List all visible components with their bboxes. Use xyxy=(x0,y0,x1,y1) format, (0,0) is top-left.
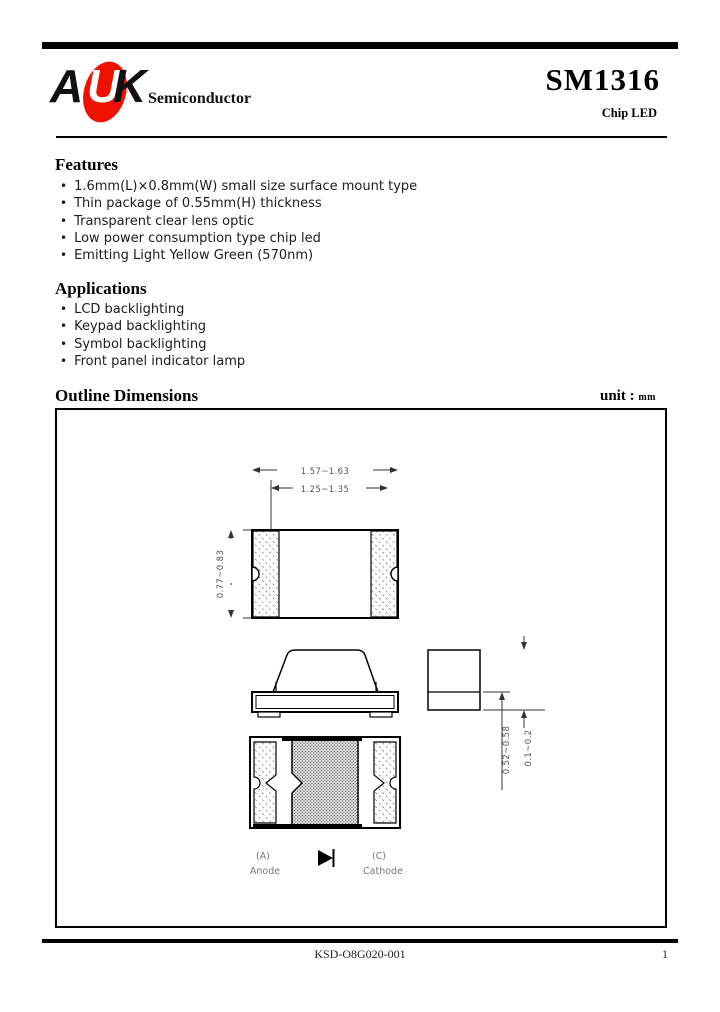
anode-symbol: (A) xyxy=(256,851,270,862)
logo-company-name: Semiconductor xyxy=(148,90,252,107)
auk-logo-letter-k: K xyxy=(113,60,147,112)
application-item: • Symbol backlighting xyxy=(60,336,245,353)
auk-logo-letter-a: A xyxy=(50,60,84,112)
diode-symbol-icon xyxy=(318,849,334,867)
anode-label: Anode xyxy=(249,866,281,877)
application-item: • Keypad backlighting xyxy=(60,318,245,335)
features-heading: Features xyxy=(55,155,118,174)
cathode-label: Cathode xyxy=(363,866,403,877)
unit-note xyxy=(600,388,656,405)
features-list xyxy=(60,178,417,264)
applications-list xyxy=(60,301,245,370)
feature-item: • Emitting Light Yellow Green (570nm) xyxy=(60,247,417,264)
auk-logo-letter-u: U xyxy=(87,60,121,112)
applications-heading: Applications xyxy=(55,279,147,298)
dim-inner-length: 1.25~1.35 xyxy=(300,485,350,495)
unit-value: mm xyxy=(638,392,656,403)
top-view xyxy=(216,467,398,618)
top-rule-bar xyxy=(42,42,678,49)
dim-overall-width: 0.77~0.83 xyxy=(216,549,226,599)
application-item: • LCD backlighting xyxy=(60,301,245,318)
feature-item: • Low power consumption type chip led xyxy=(60,230,417,247)
dim-overall-length: 1.57~1.63 xyxy=(300,467,350,477)
header-divider xyxy=(56,136,667,138)
application-item: • Front panel indicator lamp xyxy=(60,353,245,370)
document-number: KSD-O8G020-001 xyxy=(314,947,406,961)
feature-item: • Thin package of 0.55mm(H) thickness xyxy=(60,195,417,212)
cathode-symbol: (C) xyxy=(371,851,387,862)
outline-heading: Outline Dimensions xyxy=(55,386,199,405)
unit-label: unit : xyxy=(599,388,635,404)
end-view xyxy=(428,636,545,790)
bottom-view xyxy=(250,737,400,828)
outline-drawing-box xyxy=(55,408,667,928)
feature-item: • Transparent clear lens optic xyxy=(60,213,417,230)
product-type-subtitle: Chip LED xyxy=(601,106,657,120)
side-view xyxy=(252,650,398,717)
polarity-marking xyxy=(250,849,403,877)
footer-divider xyxy=(42,939,678,943)
dim-overall-height: 0.52~0.58 xyxy=(502,725,512,775)
feature-item: • 1.6mm(L)×0.8mm(W) small size surface mount type xyxy=(60,178,417,195)
page-number: 1 xyxy=(662,947,668,961)
outline-drawing xyxy=(57,410,665,926)
dim-electrode-height: 0.1~0.2 xyxy=(524,729,534,767)
part-number-title: SM1316 xyxy=(545,62,660,97)
